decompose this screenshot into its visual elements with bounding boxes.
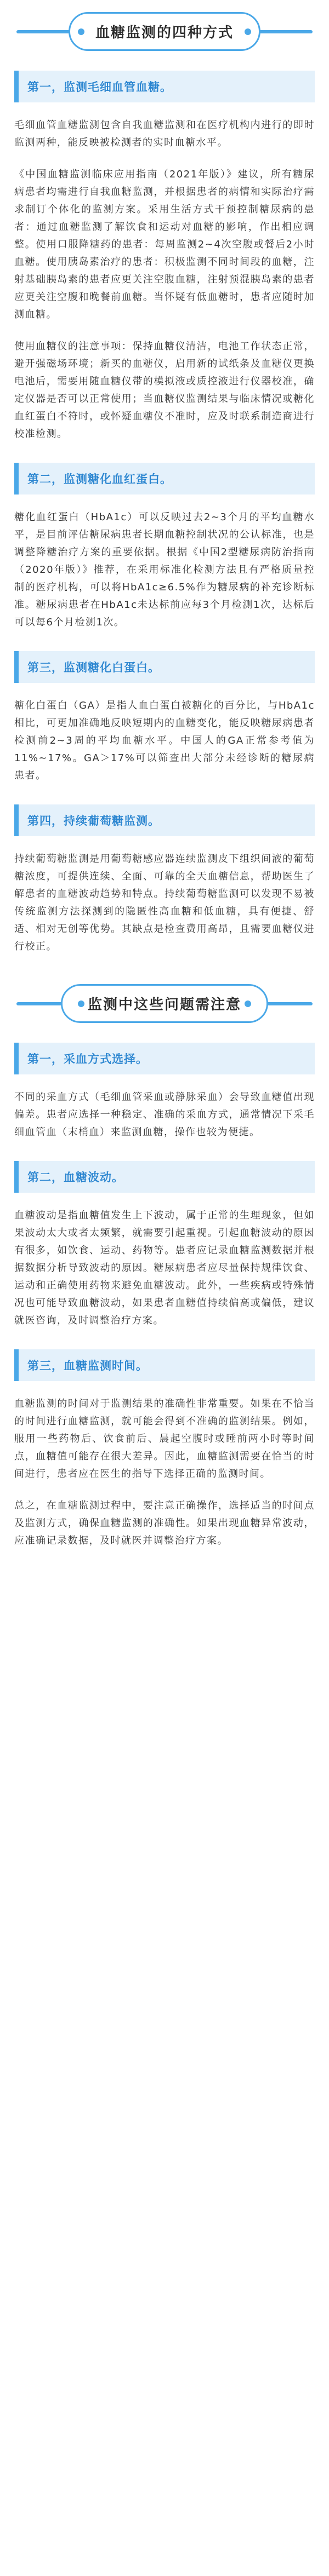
banner-left-dot bbox=[78, 28, 84, 35]
paragraph: 持续葡萄糖监测是用葡萄糖感应器连续监测皮下组织间液的葡萄糖浓度，可提供连续、全面、可靠的全天血糖信息，帮助医生了解患者的血糖波动趋势和特点。持续葡萄糖监测可以发现不易被传统监测方法探测到的隐匿性高血糖和低血糖，具有便捷、舒适、相对无创等优势。其缺点是检查费用高昂，且需要血糖仪进行校正。 bbox=[14, 853, 315, 952]
paragraph: 毛细血管血糖监测包含自我血糖监测和在医疗机构内进行的即时监测两种，能反映被检测者的实时血糖水平。 bbox=[14, 119, 315, 148]
section-title: 第二，血糖波动。 bbox=[14, 1161, 315, 1193]
paragraph: 血糖监测的时间对于监测结果的准确性非常重要。如果在不恰当的时间进行血糖监测，就可能会得到不准确的监测结果。例如，服用一些药物后、饮食前后、晨起空腹时或睡前两小时等时间点，血糖值可能存在很大差异。因此，血糖监测需要在恰当的时间进行，患者应在医生的指导下选择正确的监测时间。 bbox=[14, 1398, 315, 1480]
section-title: 第三，监测糖化白蛋白。 bbox=[14, 651, 315, 683]
paragraph: 糖化白蛋白（GA）是指人血白蛋白被糖化的百分比，与HbA1c相比，可更加准确地反映短期内的血糖变化，能反映糖尿病患者检测前2~3周的平均血糖水平。中国人的GA正常参考值为11%~17%。GA＞17%可以筛查出大部分未经诊断的糖尿病患者。 bbox=[14, 700, 315, 781]
banner-title: 监测中这些问题需注意 bbox=[61, 984, 268, 1023]
section-title: 第三，血糖监测时间。 bbox=[14, 1349, 315, 1381]
paragraph: 《中国血糖监测临床应用指南（2021年版）》建议，所有糖尿病患者均需进行自我血糖监测，并根据患者的病情和实际治疗需求制订个体化的监测方案。采用生活方式干预控制糖尿病的患者：通过血糖监测了解饮食和运动对血糖的影响，作出相应调整。使用口服降糖药的患者：每周监测2~4次空腹或餐后2小时血糖。使用胰岛素治疗的患者：积极监测不同时间段的血糖，注射基础胰岛素的患者应更关注空腹血糖，注射预混胰岛素的患者应更关注空腹和晚餐前血糖。当怀疑有低血糖时，患者应随时加测血糖。 bbox=[14, 169, 315, 320]
paragraph: 血糖波动是指血糖值发生上下波动，属于正常的生理现象，但如果波动太大或者太频繁，就需要引起重视。引起血糖波动的原因有很多，如饮食、运动、药物等。患者应记录血糖监测数据并根据数据分析导致波动的原因。糖尿病患者应尽量保持规律饮食、运动和正确使用药物来避免血糖波动。此外，一些疾病或特殊情况也可能导致血糖波动，如果患者血糖值持续偏高或偏低，建议就医咨询，及时调整治疗方案。 bbox=[14, 1210, 315, 1326]
section-banner-issues bbox=[0, 984, 329, 1023]
section-banner-methods bbox=[0, 12, 329, 51]
banner-left-dot bbox=[78, 1001, 84, 1007]
paragraph: 使用血糖仪的注意事项：保持血糖仪清洁，电池工作状态正常，避开强磁场环境；新买的血糖仪，启用新的试纸条及血糖仪更换电池后，需要用随血糖仪带的模拟液或质控液进行仪器校准，确定仪器是否可以正常使用；当血糖仪监测结果与临床情况或糖化血红蛋白不符时，或怀疑血糖仪不准时，应及时联系制造商进行校准检测。 bbox=[14, 341, 315, 440]
paragraph: 总之，在血糖监测过程中，要注意正确操作，选择适当的时间点及监测方式，确保血糖监测的准确性。如果出现血糖异常波动，应准确记录数据，及时就医并调整治疗方案。 bbox=[14, 1500, 315, 1546]
banner-title: 血糖监测的四种方式 bbox=[69, 12, 260, 51]
section-title: 第一，监测毛细血管血糖。 bbox=[14, 71, 315, 102]
section-title: 第一，采血方式选择。 bbox=[14, 1043, 315, 1074]
section-title: 第四，持续葡萄糖监测。 bbox=[14, 804, 315, 836]
banner-right-dot bbox=[245, 28, 251, 35]
paragraph: 不同的采血方式（毛细血管采血或静脉采血）会导致血糖值出现偏差。患者应选择一种稳定、准确的采血方式，通常情况下采毛细血管血（末梢血）来监测血糖，操作也较为便捷。 bbox=[14, 1091, 315, 1138]
banner-right-dot bbox=[245, 1001, 251, 1007]
section-title: 第二，监测糖化血红蛋白。 bbox=[14, 463, 315, 495]
paragraph: 糖化血红蛋白（HbA1c）可以反映过去2~3个月的平均血糖水平，是目前评估糖尿病患者长期血糖控制状况的公认标准，也是调整降糖治疗方案的重要依据。根据《中国2型糖尿病防治指南（2020年版）》推荐，在采用标准化检测方法且有严格质量控制的医疗机构，可以将HbA1c≥6.5%作为糖尿病的补充诊断标准。糖尿病患者在HbA1c未达标前应每3个月检测1次，达标后可以每6个月检测1次。 bbox=[14, 511, 315, 628]
